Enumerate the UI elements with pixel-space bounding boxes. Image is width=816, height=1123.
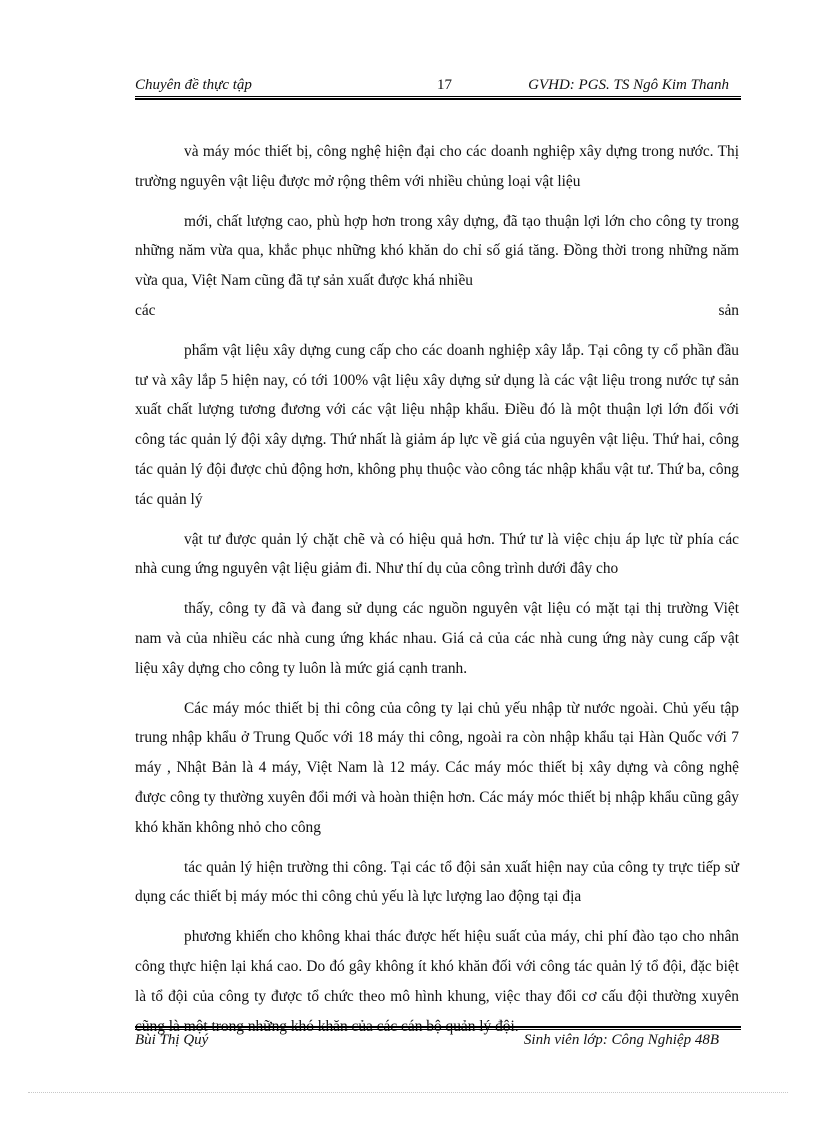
paragraph-6: Các máy móc thiết bị thi công của công ty lại chủ yếu nhập từ nước ngoài. Chủ yếu tập trung nhập khẩu ở Trung Quốc với 18 máy thi công, ngoài ra còn nhập khẩu tại Hàn Quốc với 7 máy , Nhật Bản là 4 máy, Việt Nam là 12 máy. Các máy móc thiết bị xây dựng và công nghệ được công ty thường xuyên đổi mới và hoàn thiện hơn. Các máy móc thiết bị nhập khẩu cũng gây khó khăn không nhỏ cho công	[135, 699, 739, 836]
footer-divider-thick	[135, 1026, 741, 1028]
document-body	[135, 137, 739, 1041]
footer-class: Sinh viên lớp: Công Nghiệp 48B	[523, 1032, 719, 1048]
paragraph-7: tác quản lý hiện trường thi công. Tại các tổ đội sản xuất hiện nay của công ty trực tiếp sử dụng các thiết bị máy móc thi công chủ yếu là lực lượng lao động tại địa	[135, 858, 739, 906]
footer-author: Bùi Thị Quý	[135, 1032, 209, 1048]
header-page-number: 17	[437, 77, 452, 93]
page-bottom-edge	[28, 1092, 788, 1093]
header-divider-thick	[135, 98, 741, 100]
paragraph-4: vật tư được quản lý chặt chẽ và có hiệu quả hơn. Thứ tư là việc chịu áp lực từ phía các nhà cung ứng nguyên vật liệu giảm đi. Như thí dụ của công trình dưới đây cho	[135, 530, 739, 578]
paragraph-2-last-line: các sản	[135, 301, 739, 319]
header-divider	[135, 96, 741, 97]
paragraph-1: và máy móc thiết bị, công nghệ hiện đại cho các doanh nghiệp xây dựng trong nước. Thị trường nguyên vật liệu được mở rộng thêm với nhiều chủng loại vật liệu	[135, 143, 739, 190]
paragraph-2: mới, chất lượng cao, phù hợp hơn trong xây dựng, đã tạo thuận lợi lớn cho công ty trong những năm vừa qua, khắc phục những khó khăn do chỉ số giá tăng. Đồng thời trong những năm vừa qua, Việt Nam cũng đã tự sản xuất được khá nhiều	[135, 212, 739, 290]
header-document-title: Chuyên đề thực tập	[135, 77, 252, 93]
header-supervisor: GVHD: PGS. TS Ngô Kim Thanh	[528, 77, 729, 93]
page-footer	[135, 1032, 741, 1056]
paragraph-5: thấy, công ty đã và đang sử dụng các nguồn nguyên vật liệu có mặt tại thị trường Việt nam và của nhiều các nhà cung ứng khác nhau. Giá cả của các nhà cung ứng này cung cấp vật liệu xây dựng cho công ty luôn là mức giá cạnh tranh.	[135, 600, 739, 677]
footer-divider	[135, 1029, 741, 1030]
paragraph-3: phẩm vật liệu xây dựng cung cấp cho các doanh nghiệp xây lắp. Tại công ty cổ phần đầu tư và xây lắp 5 hiện nay, có tới 100% vật liệu xây dựng sử dụng là các vật liệu trong nước tự sản xuất chất lượng tương đương với các vật liệu nhập khẩu. Điều đó là một thuận lợi lớn đối với công tác quản lý đội xây dựng. Thứ nhất là giảm áp lực về giá của nguyên vật liệu. Thứ hai, công tác quản lý đội được chủ động hơn, không phụ thuộc vào công tác nhập khẩu vật tư. Thứ ba, công tác quản lý	[135, 341, 739, 508]
paragraph-8: phương khiến cho không khai thác được hết hiệu suất của máy, chi phí đào tạo cho nhân công thực hiện lại khá cao. Do đó gây không ít khó khăn đối với công tác quản lý tổ đội, đặc biệt là tổ đội của công ty được tổ chức theo mô hình khung, việc thay đổi cơ cấu đội thường xuyên cũng là một trong những khó khăn của các cán bộ quản lý đội.	[135, 928, 739, 1035]
